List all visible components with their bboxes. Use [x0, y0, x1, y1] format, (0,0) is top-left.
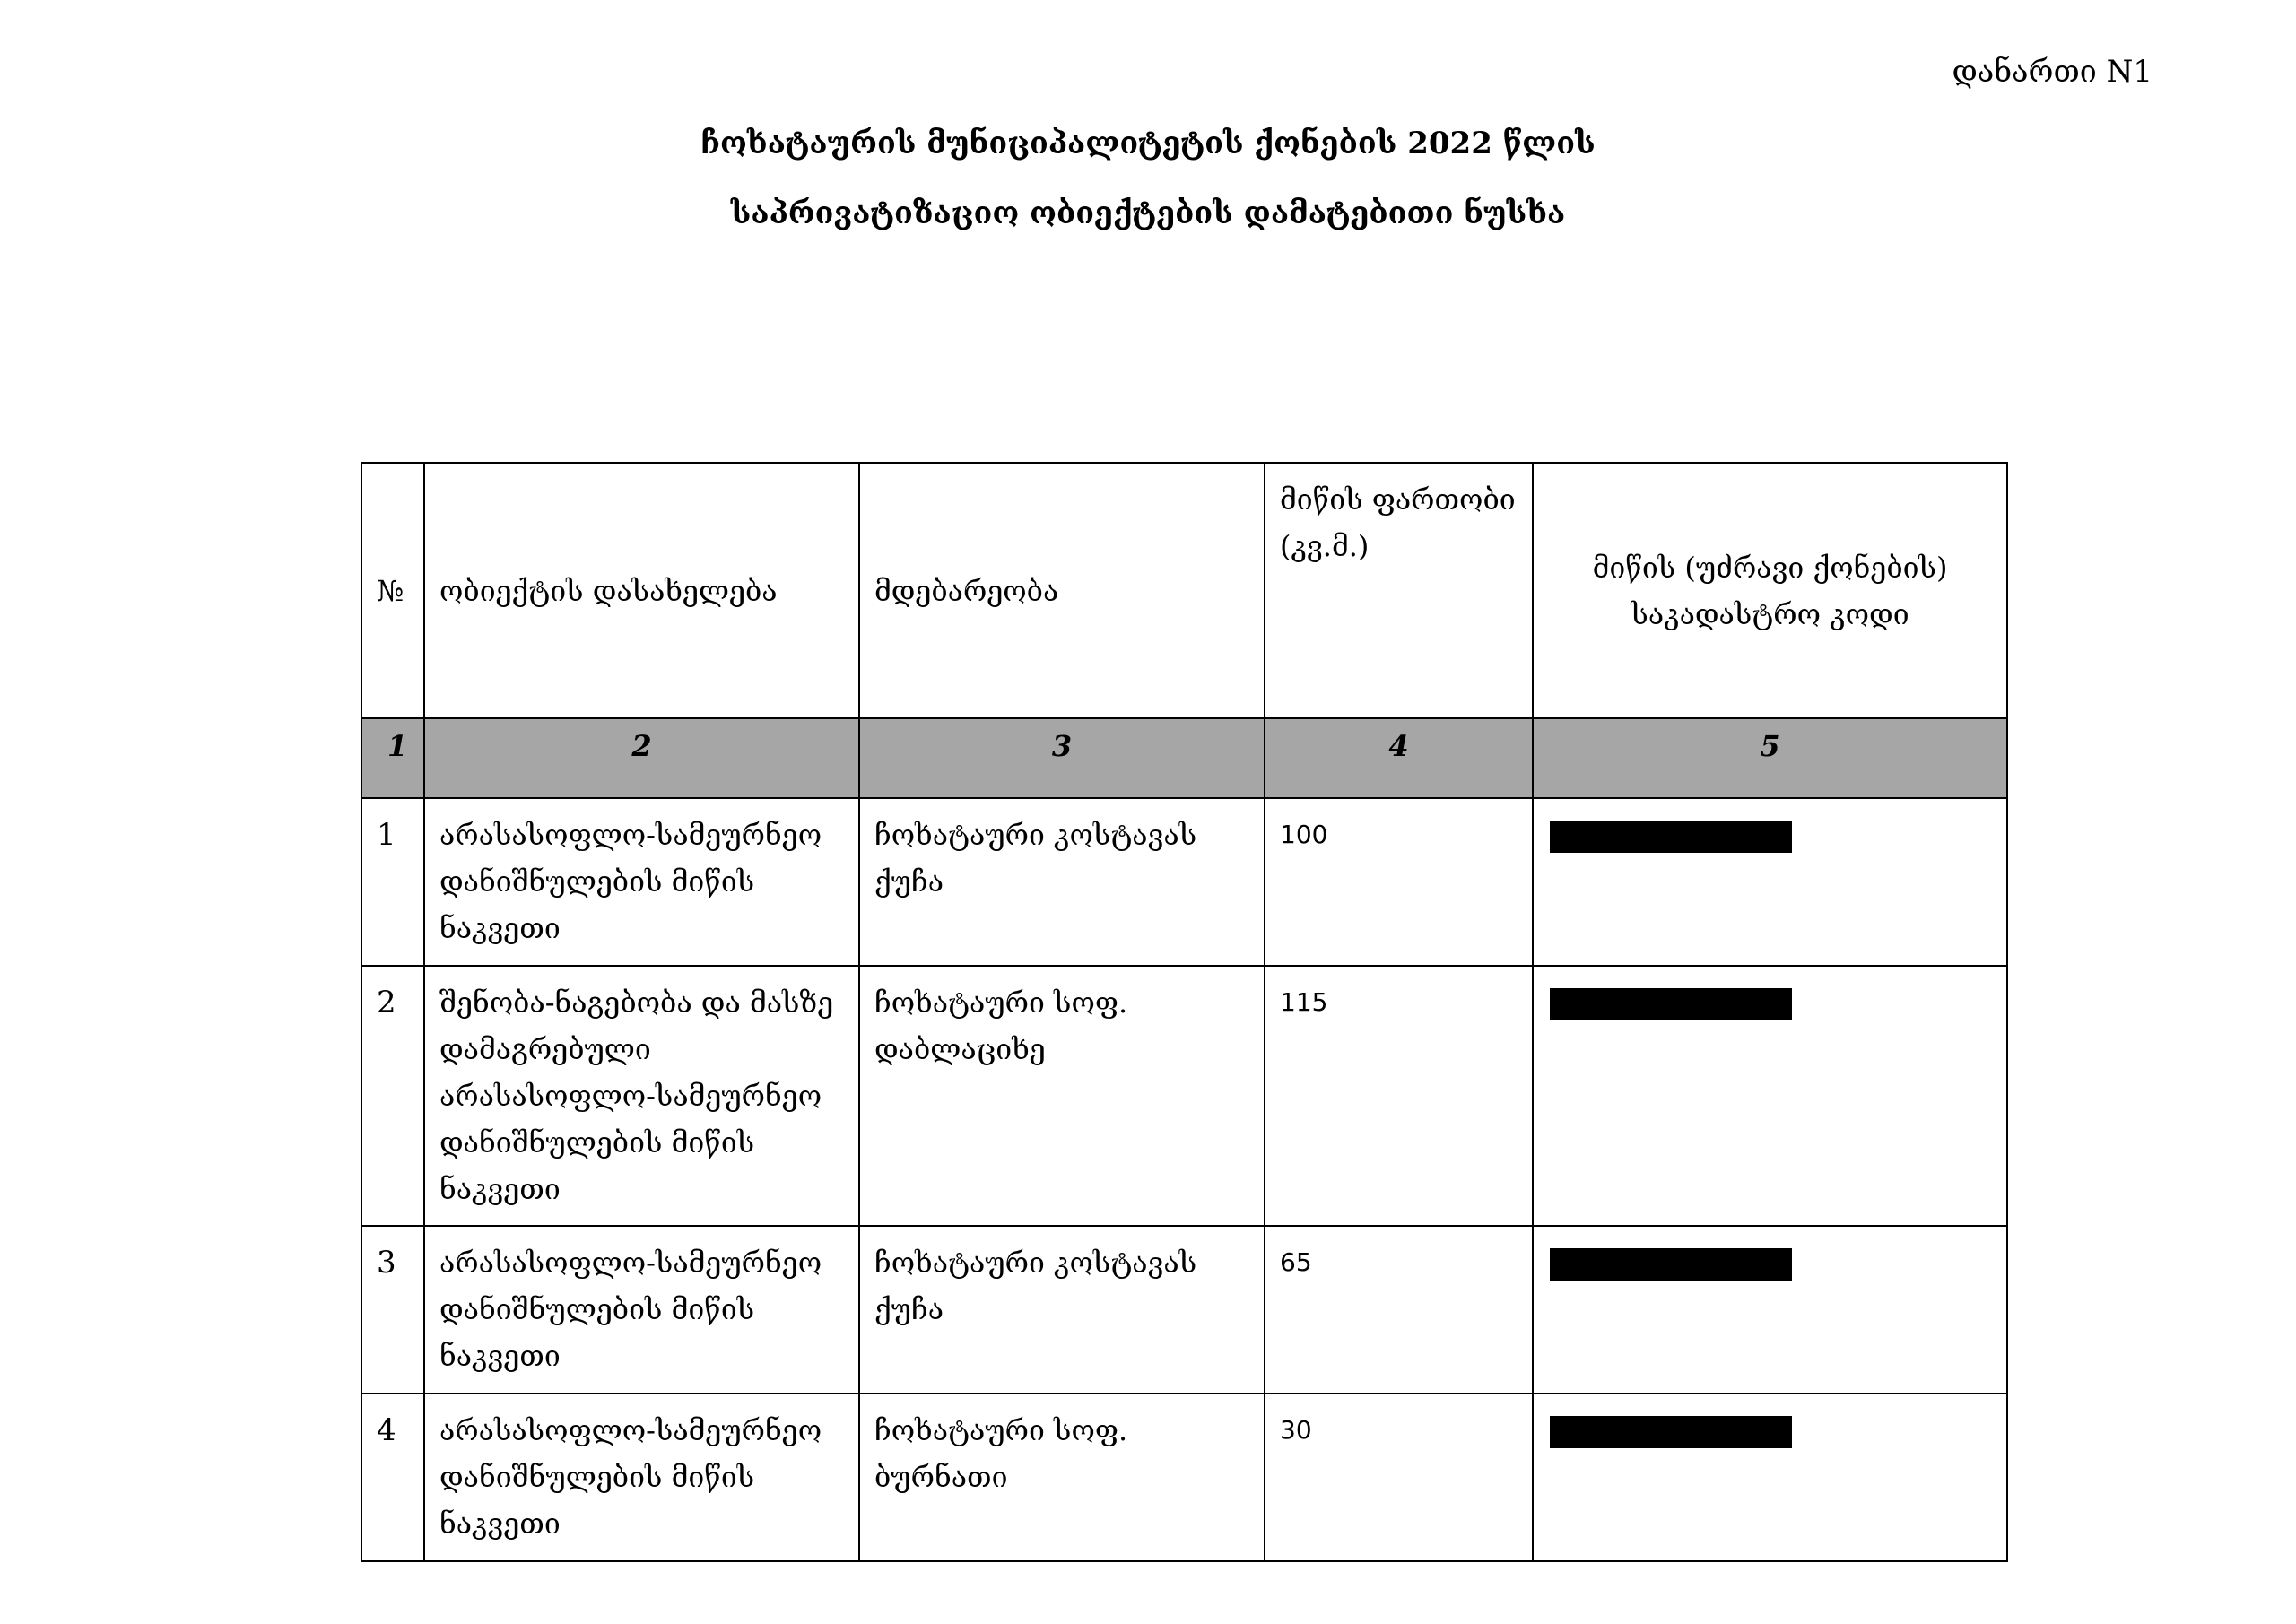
column-number: 1: [361, 718, 424, 798]
area-cell: 65: [1265, 1226, 1533, 1394]
location-cell: ჩოხატაური სოფ. დაბლაციხე: [859, 966, 1265, 1226]
header-row: [361, 463, 2007, 718]
object-name-cell: შენობა-ნაგებობა და მასზე დამაგრებული არასასოფლო-სამეურნეო დანიშნულების მიწის ნაკვეთი: [424, 966, 859, 1226]
area-cell: 30: [1265, 1394, 1533, 1561]
document-title-line1: ჩოხატაურის მუნიციპალიტეტის ქონების 2022 წლის: [700, 126, 1596, 161]
object-name-cell: არასასოფლო-სამეურნეო დანიშნულების მიწის ნაკვეთი: [424, 1394, 859, 1561]
table-row: [361, 1394, 2007, 1561]
header-area: მიწის ფართობი (კვ.მ.): [1265, 463, 1533, 718]
cadastral-code-cell: [1533, 1394, 2007, 1561]
row-number: 4: [361, 1394, 424, 1561]
document-title-line2: საპრივატიზაციო ობიექტების დამატებითი ნუსხა: [730, 195, 1566, 231]
location-cell: ჩოხატაური სოფ. ბურნათი: [859, 1394, 1265, 1561]
area-cell: 100: [1265, 798, 1533, 966]
column-number-row: [361, 718, 2007, 798]
column-number: 4: [1265, 718, 1533, 798]
column-number: 2: [424, 718, 859, 798]
row-number: 3: [361, 1226, 424, 1394]
row-number: 2: [361, 966, 424, 1226]
table-row: [361, 1226, 2007, 1394]
header-number: №: [361, 463, 424, 718]
header-object-name: ობიექტის დასახელება: [424, 463, 859, 718]
column-number: 5: [1533, 718, 2007, 798]
object-name-cell: არასასოფლო-სამეურნეო დანიშნულების მიწის ნაკვეთი: [424, 798, 859, 966]
table-row: [361, 798, 2007, 966]
redaction-bar: [1550, 988, 1792, 1020]
annex-label: დანართი N1: [1952, 54, 2152, 90]
row-number: 1: [361, 798, 424, 966]
header-cadastral-code: მიწის (უძრავი ქონების) საკადასტრო კოდი: [1533, 463, 2007, 718]
cadastral-code-cell: [1533, 1226, 2007, 1394]
redaction-bar: [1550, 1248, 1792, 1281]
header-location: მდებარეობა: [859, 463, 1265, 718]
location-cell: ჩოხატაური კოსტავას ქუჩა: [859, 798, 1265, 966]
redaction-bar: [1550, 1416, 1792, 1448]
area-cell: 115: [1265, 966, 1533, 1226]
redaction-bar: [1550, 821, 1792, 853]
object-name-cell: არასასოფლო-სამეურნეო დანიშნულების მიწის ნაკვეთი: [424, 1226, 859, 1394]
privatization-objects-table: [361, 462, 2008, 1562]
cadastral-code-cell: [1533, 966, 2007, 1226]
cadastral-code-cell: [1533, 798, 2007, 966]
column-number: 3: [859, 718, 1265, 798]
table-row: [361, 966, 2007, 1226]
location-cell: ჩოხატაური კოსტავას ქუჩა: [859, 1226, 1265, 1394]
